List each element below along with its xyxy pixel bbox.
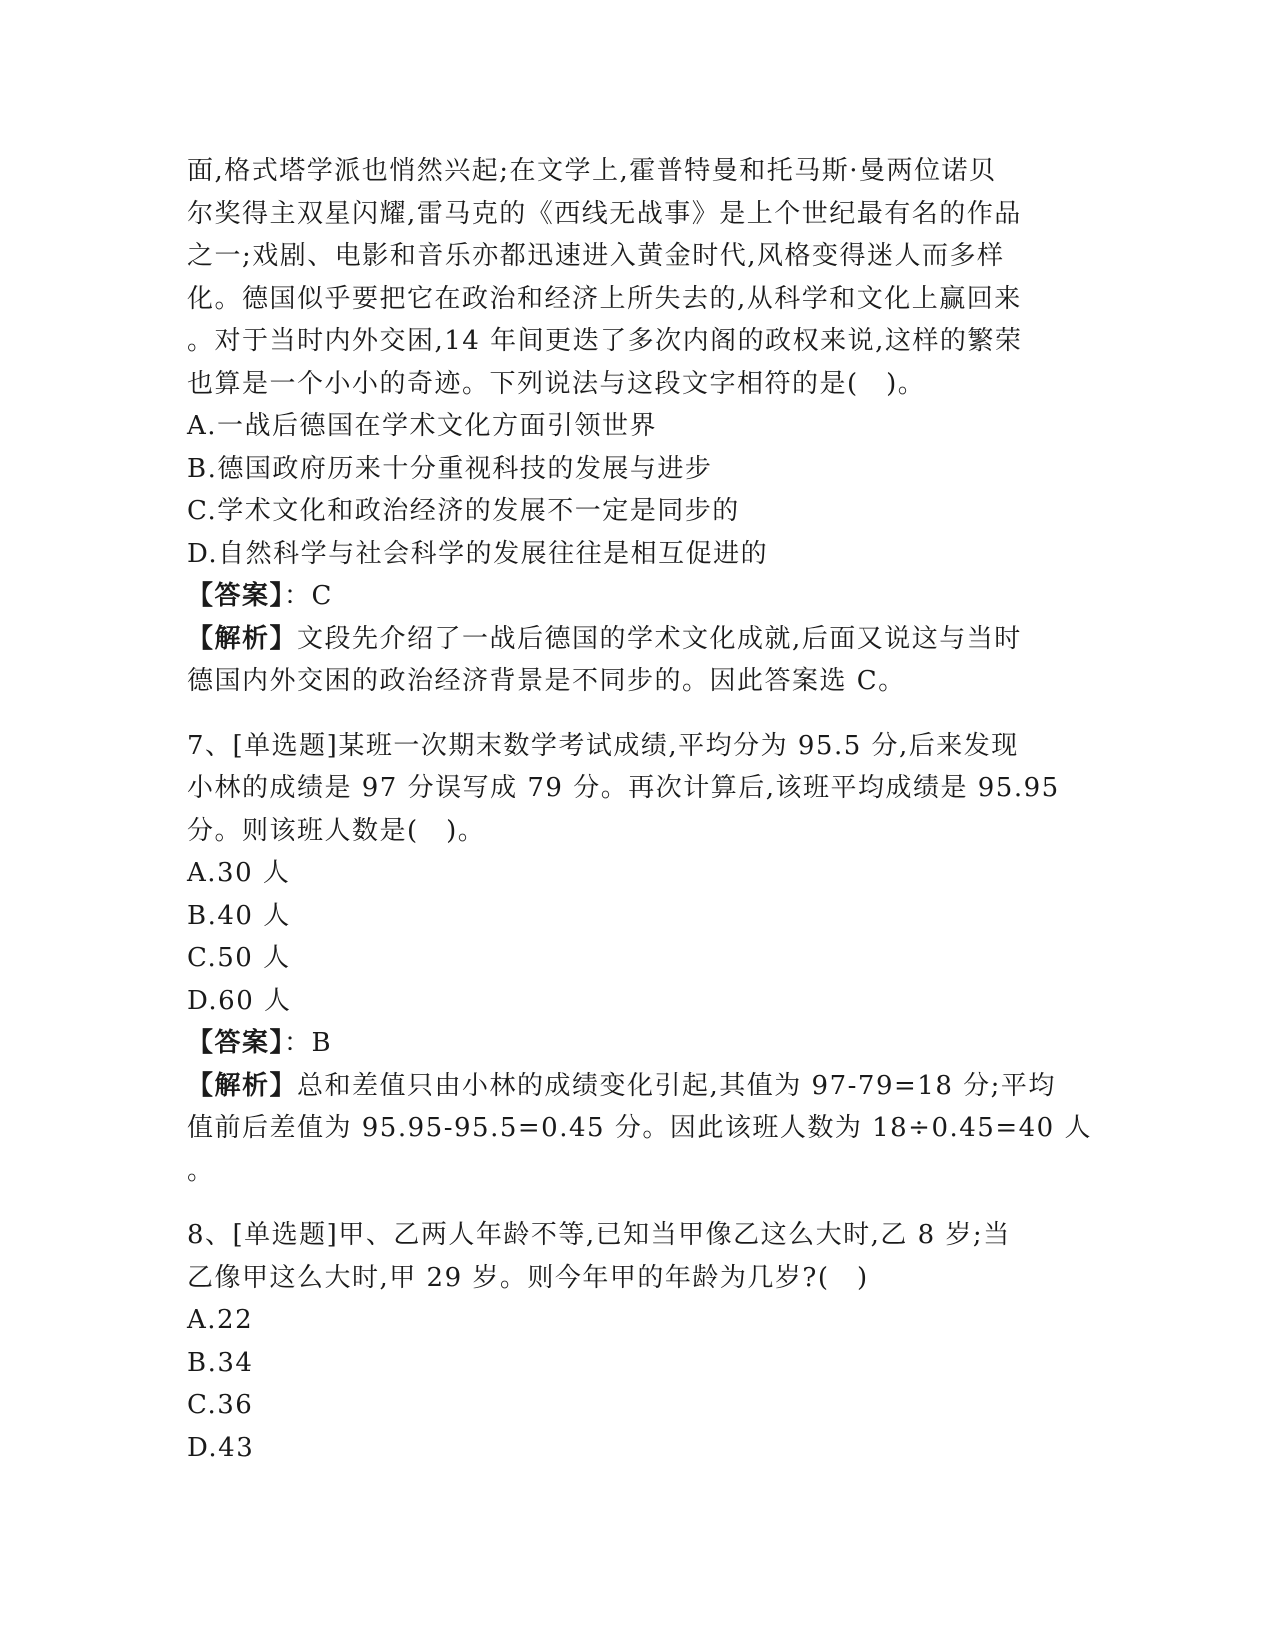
question-8-stem [187, 1214, 1087, 1299]
option-c: C.50 人 [187, 943, 291, 973]
analysis-line: 。 [187, 1155, 215, 1186]
stem-line: 7、[单选题]某班一次期末数学考试成绩,平均分为 95.5 分,后来发现 [187, 730, 1019, 761]
analysis-line: 文段先介绍了一战后德国的学术文化成就,后面又说这与当时 [297, 623, 1022, 654]
stem-line: 8、[单选题]甲、乙两人年龄不等,已知当甲像乙这么大时,乙 8 岁;当 [187, 1220, 1011, 1250]
option-a: A.一战后德国在学术文化方面引领世界 [187, 411, 658, 441]
analysis-line: 总和差值只由小林的成绩变化引起,其值为 97-79=18 分;平均 [297, 1070, 1056, 1101]
stem-line: 乙像甲这么大时,甲 29 岁。则今年甲的年龄为几岁?( ) [187, 1262, 869, 1293]
stem-line: 小林的成绩是 97 分误写成 79 分。再次计算后,该班平均成绩是 95.95 [187, 773, 1060, 803]
question-7-answer [187, 1022, 1087, 1065]
question-6-options [187, 405, 1087, 575]
option-a: A.30 人 [187, 858, 291, 888]
analysis-line: 值前后差值为 95.95-95.5=0.45 分。因此该班人数为 18÷0.45=40 人 [187, 1113, 1092, 1143]
question-8-options [187, 1299, 1087, 1469]
stem-line: 分。则该班人数是( )。 [187, 815, 486, 846]
option-b: B.34 [187, 1347, 254, 1378]
answer-label: 【答案】 [187, 581, 285, 611]
stem-line: 也算是一个小小的奇迹。下列说法与这段文字相符的是( )。 [187, 368, 926, 399]
answer-value: ：B [284, 1028, 333, 1058]
stem-line: 之一;戏剧、电影和音乐亦都迅速进入黄金时代,风格变得迷人而多样 [187, 241, 1005, 271]
option-c: C.36 [187, 1390, 254, 1420]
question-6-stem [187, 150, 1087, 405]
answer-label: 【答案】 [187, 1028, 285, 1058]
option-d: D.60 人 [187, 985, 292, 1016]
question-6-analysis [187, 618, 1087, 703]
option-a: A.22 [187, 1305, 254, 1335]
stem-line: 面,格式塔学派也悄然兴起;在文学上,霍普特曼和托马斯·曼两位诺贝 [187, 156, 997, 186]
question-6-answer [187, 575, 1087, 618]
option-d: D.自然科学与社会科学的发展往往是相互促进的 [187, 538, 769, 569]
analysis-line: 德国内外交困的政治经济背景是不同步的。因此答案选 C。 [187, 666, 906, 696]
stem-line: 化。德国似乎要把它在政治和经济上所失去的,从科学和文化上赢回来 [187, 283, 1022, 314]
question-7-stem [187, 725, 1087, 853]
document-content [187, 150, 1092, 1469]
analysis-label: 【解析】 [187, 1070, 298, 1101]
question-7-options [187, 852, 1087, 1022]
analysis-label: 【解析】 [187, 623, 298, 654]
stem-line: 尔奖得主双星闪耀,雷马克的《西线无战事》是上个世纪最有名的作品 [187, 198, 1022, 229]
option-b: B.40 人 [187, 900, 291, 931]
answer-value: ：C [284, 581, 333, 611]
option-c: C.学术文化和政治经济的发展不一定是同步的 [187, 496, 740, 526]
option-b: B.德国政府历来十分重视科技的发展与进步 [187, 453, 713, 484]
stem-line: 。对于当时内外交困,14 年间更迭了多次内阁的政权来说,这样的繁荣 [187, 326, 1023, 356]
question-7-analysis [187, 1065, 1092, 1193]
option-d: D.43 [187, 1432, 255, 1463]
